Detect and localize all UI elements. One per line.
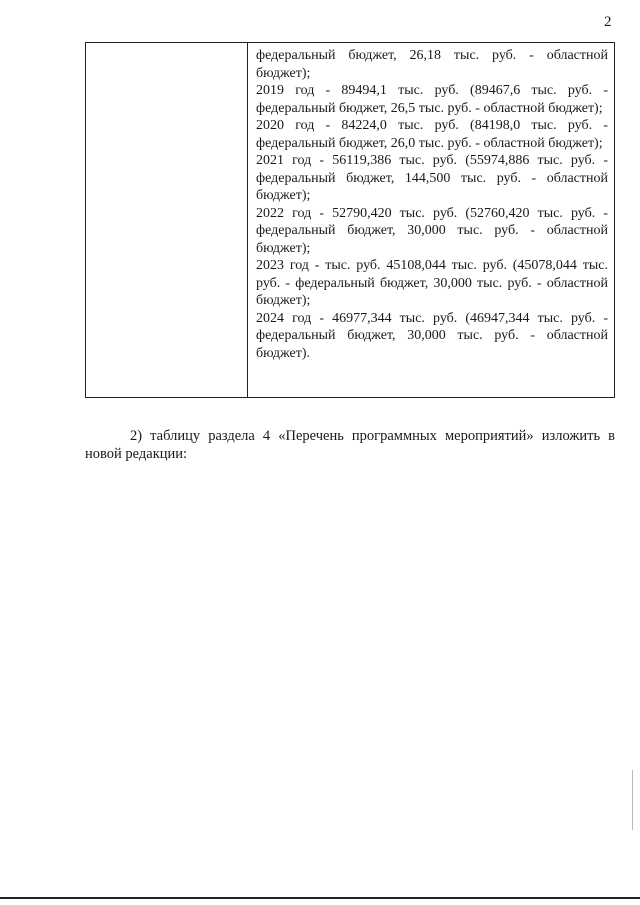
funding-cell bbox=[248, 43, 614, 397]
body-paragraph: 2) таблицу раздела 4 «Перечень программных мероприятий» изложить в новой редакции: bbox=[85, 427, 615, 462]
funding-entry-2019: 2019 год - 89494,1 тыс. руб. (89467,6 тыс. руб. - федеральный бюджет, 26,5 тыс. руб. - областной бюджет); bbox=[256, 83, 608, 116]
funding-entry-2020: 2020 год - 84224,0 тыс. руб. (84198,0 тыс. руб. - федеральный бюджет, 26,0 тыс. руб. - областной бюджет); bbox=[256, 118, 608, 151]
funding-entry-2018-tail: федеральный бюджет, 26,18 тыс. руб. - областной бюджет); bbox=[256, 48, 608, 81]
scan-margin-mark bbox=[632, 770, 633, 830]
page-bottom-edge bbox=[0, 897, 640, 899]
funding-entry-2023: 2023 год - тыс. руб. 45108,044 тыс. руб. (45078,044 тыс. руб. - федеральный бюджет, 30,000 тыс. руб. - областной бюджет); bbox=[256, 258, 608, 308]
funding-entry-2022: 2022 год - 52790,420 тыс. руб. (52760,420 тыс. руб. - федеральный бюджет, 30,000 тыс. руб. - областной бюджет); bbox=[256, 205, 608, 256]
funding-entry-2024: 2024 год - 46977,344 тыс. руб. (46947,344 тыс. руб. - федеральный бюджет, 30,000 тыс. руб. - областной бюджет). bbox=[256, 310, 608, 361]
table-cell-empty bbox=[86, 43, 248, 397]
funding-table bbox=[85, 42, 615, 398]
page-number: 2 bbox=[604, 14, 612, 30]
funding-entry-2021: 2021 год - 56119,386 тыс. руб. (55974,886 тыс. руб. - федеральный бюджет, 144,500 тыс. руб. - областной бюджет); bbox=[256, 153, 608, 203]
